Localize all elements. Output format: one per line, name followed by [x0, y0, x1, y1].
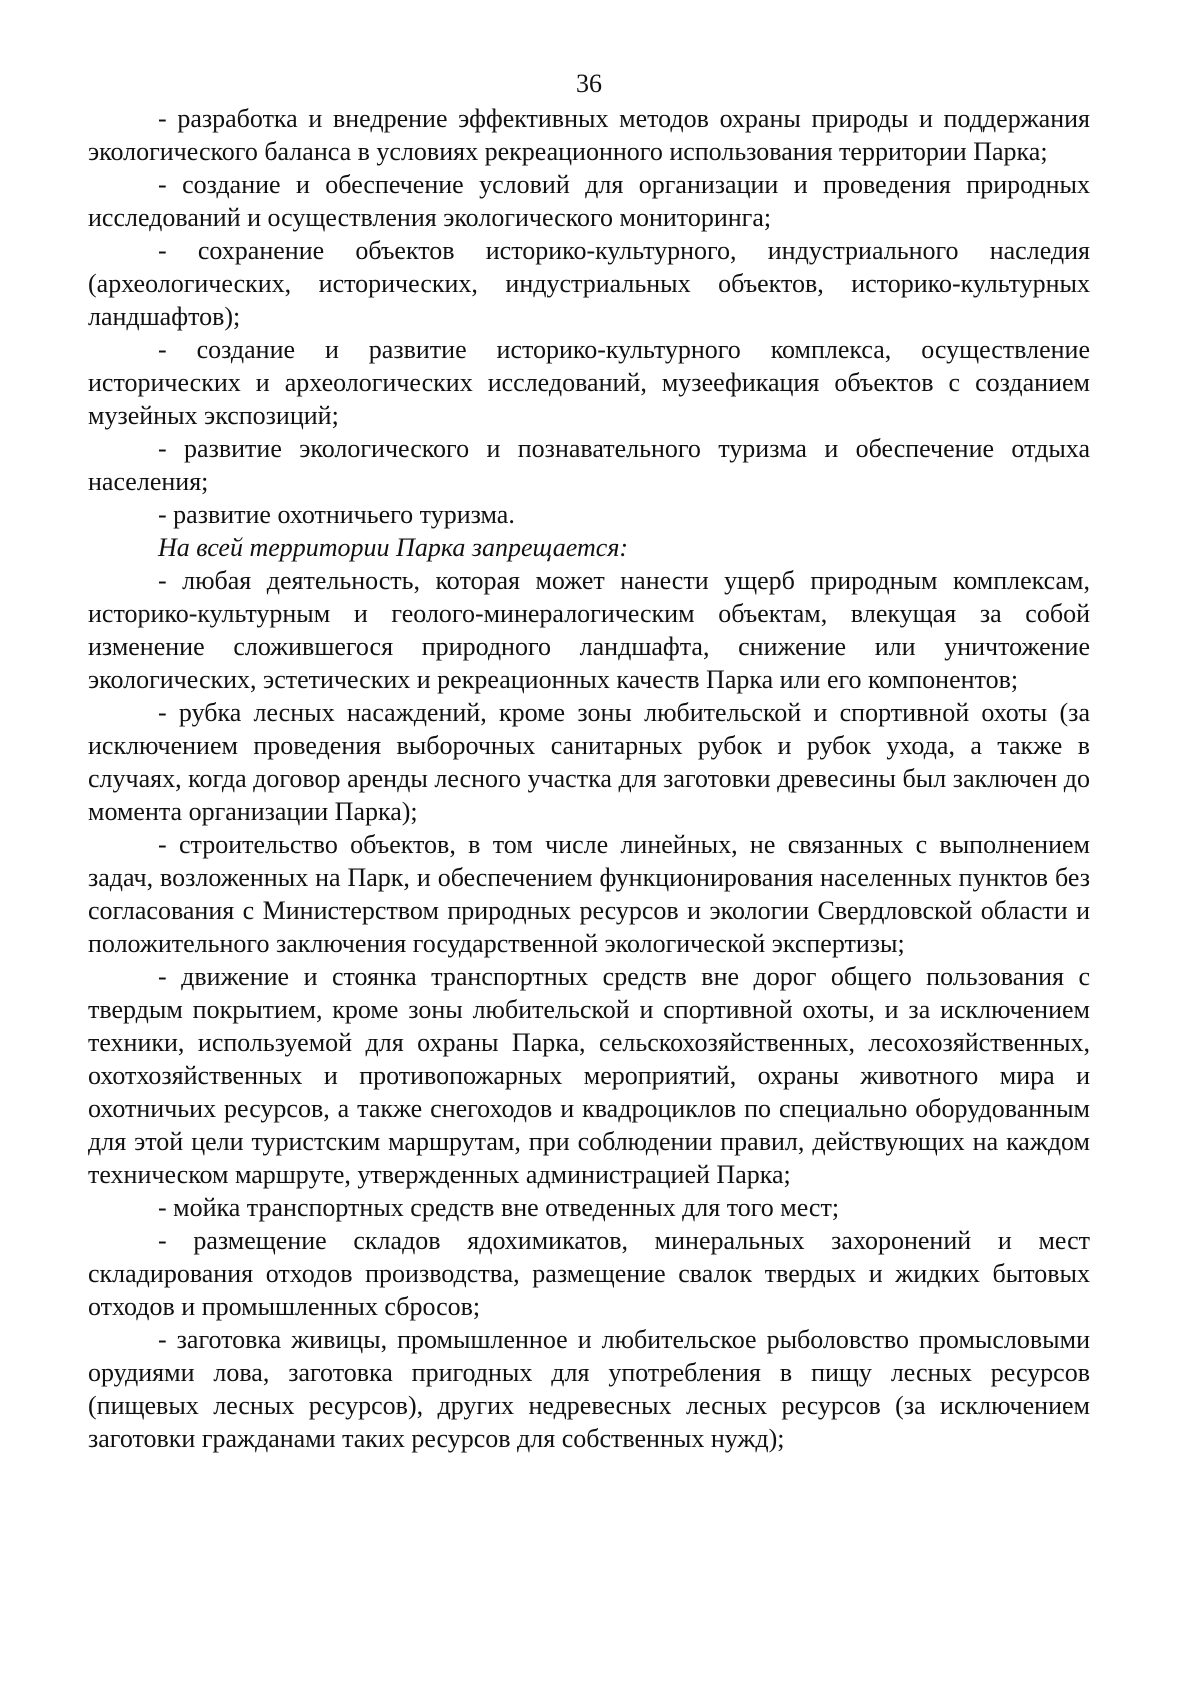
paragraph: - движение и стоянка транспортных средств вне дорог общего пользования с твердым покрытием, кроме зоны любительской и спортивной охоты, и за исключением техники, используемой для охраны Парка, сельскохозяйственных, лесохозяйственных, охотхозяйственных и противопожарных мероприятий, охраны животного мира и охотничьих ресурсов, а также снегоходов и квадроциклов по специально оборудованным для этой цели туристским маршрутам, при соблюдении правил, действующих на каждом техническом маршруте, утвержденных администрацией Парка;	[88, 962, 1090, 1189]
paragraph: - размещение складов ядохимикатов, минеральных захоронений и мест складирования отходов производства, размещение свалок твердых и жидких бытовых отходов и промышленных сбросов;	[88, 1226, 1090, 1321]
paragraph: - развитие охотничьего туризма.	[158, 500, 515, 529]
paragraph: - мойка транспортных средств вне отведенных для того мест;	[158, 1193, 840, 1222]
paragraph: - любая деятельность, которая может нанести ущерб природным комплексам, историко-культурным и геолого-минералогическим объектам, влекущая за собой изменение сложившегося природного ландшафта, снижение или уничтожение экологических, эстетических и рекреационных качеств Парка или его компонентов;	[88, 566, 1090, 694]
paragraph: - развитие экологического и познавательного туризма и обеспечение отдыха населения;	[88, 434, 1090, 496]
page-number: 36	[576, 69, 602, 98]
paragraph: - строительство объектов, в том числе линейных, не связанных с выполнением задач, возложенных на Парк, и обеспечением функционирования населенных пунктов без согласования с Министерством природных ресурсов и экологии Свердловской области и положительного заключения государственной экологической экспертизы;	[88, 830, 1090, 958]
section-heading: На всей территории Парка запрещается:	[158, 533, 629, 562]
paragraph: - создание и развитие историко-культурного комплекса, осуществление исторических и археологических исследований, музеефикация объектов с созданием музейных экспозиций;	[88, 335, 1090, 430]
paragraph: - заготовка живицы, промышленное и любительское рыболовство промысловыми орудиями лова, заготовка пригодных для употребления в пищу лесных ресурсов (пищевых лесных ресурсов), других недревесных лесных ресурсов (за исключением заготовки гражданами таких ресурсов для собственных нужд);	[88, 1325, 1090, 1453]
document-body	[88, 102, 1090, 1455]
paragraph: - сохранение объектов историко-культурного, индустриального наследия (археологических, исторических, индустриальных объектов, историко-культурных ландшафтов);	[88, 236, 1090, 331]
paragraph: - создание и обеспечение условий для организации и проведения природных исследований и осуществления экологического мониторинга;	[88, 170, 1090, 232]
paragraph: - рубка лесных насаждений, кроме зоны любительской и спортивной охоты (за исключением проведения выборочных санитарных рубок и рубок ухода, а также в случаях, когда договор аренды лесного участка для заготовки древесины был заключен до момента организации Парка);	[88, 698, 1090, 826]
paragraph: - разработка и внедрение эффективных методов охраны природы и поддержания экологического баланса в условиях рекреационного использования территории Парка;	[88, 104, 1090, 166]
